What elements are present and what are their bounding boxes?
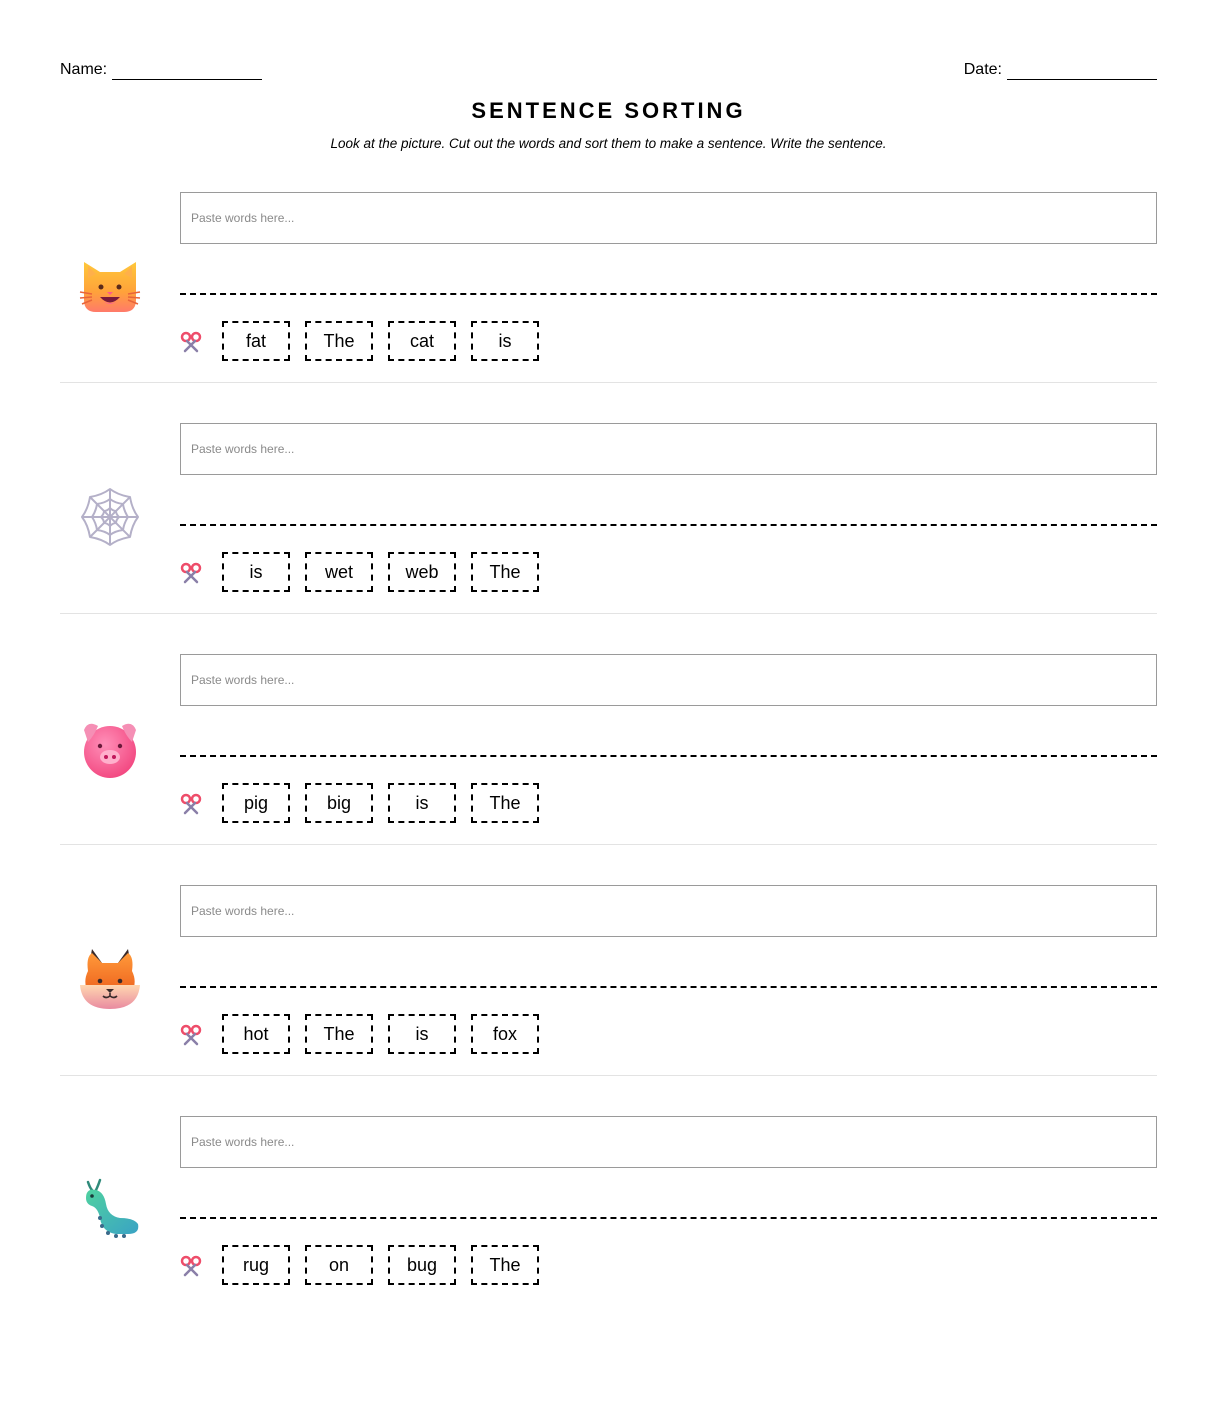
paste-words-box[interactable]	[180, 192, 1157, 244]
page-title: SENTENCE SORTING	[471, 98, 746, 123]
fox-face-icon	[78, 947, 142, 1011]
word-card[interactable]: is	[471, 321, 539, 361]
paste-placeholder: Paste words here...	[191, 673, 295, 687]
word-card[interactable]: The	[471, 1245, 539, 1285]
word-card[interactable]: hot	[222, 1014, 290, 1054]
cat-face-icon	[78, 254, 142, 318]
word-cards-row	[180, 1245, 554, 1285]
spider-web-icon	[78, 485, 142, 549]
scissors-icon	[180, 1024, 202, 1046]
word-card[interactable]: web	[388, 552, 456, 592]
section-divider	[60, 613, 1157, 614]
word-card[interactable]: The	[305, 321, 373, 361]
writing-line[interactable]	[180, 524, 1157, 526]
date-field[interactable]	[964, 58, 1157, 80]
sentence-section-2	[60, 423, 1157, 654]
header-row	[60, 58, 1157, 80]
word-cards-row	[180, 552, 554, 592]
word-card[interactable]: pig	[222, 783, 290, 823]
word-card[interactable]: is	[388, 783, 456, 823]
word-card[interactable]: is	[222, 552, 290, 592]
paste-placeholder: Paste words here...	[191, 904, 295, 918]
pig-face-icon	[78, 716, 142, 780]
word-card[interactable]: The	[305, 1014, 373, 1054]
paste-words-box[interactable]	[180, 423, 1157, 475]
writing-line[interactable]	[180, 986, 1157, 988]
instructions: Look at the picture. Cut out the words and sort them to make a sentence. Write the sentence.	[330, 136, 887, 151]
scissors-icon	[180, 793, 202, 815]
word-card[interactable]: The	[471, 552, 539, 592]
paste-words-box[interactable]	[180, 885, 1157, 937]
word-card[interactable]: The	[471, 783, 539, 823]
writing-line[interactable]	[180, 1217, 1157, 1219]
paste-placeholder: Paste words here...	[191, 1135, 295, 1149]
paste-words-box[interactable]	[180, 654, 1157, 706]
word-cards-row	[180, 321, 554, 361]
word-card[interactable]: cat	[388, 321, 456, 361]
word-card[interactable]: big	[305, 783, 373, 823]
scissors-icon	[180, 1255, 202, 1277]
word-card[interactable]: rug	[222, 1245, 290, 1285]
section-divider	[60, 382, 1157, 383]
paste-placeholder: Paste words here...	[191, 442, 295, 456]
word-card[interactable]: bug	[388, 1245, 456, 1285]
paste-words-box[interactable]	[180, 1116, 1157, 1168]
scissors-icon	[180, 562, 202, 584]
bug-caterpillar-icon	[78, 1178, 142, 1242]
name-line[interactable]	[112, 62, 262, 80]
sentence-section-1	[60, 192, 1157, 423]
word-cards-row	[180, 1014, 554, 1054]
section-divider	[60, 844, 1157, 845]
name-field[interactable]	[60, 58, 262, 80]
name-label: Name:	[60, 61, 108, 78]
word-card[interactable]: on	[305, 1245, 373, 1285]
scissors-icon	[180, 331, 202, 353]
word-cards-row	[180, 783, 554, 823]
sentence-section-5	[60, 1116, 1157, 1347]
writing-line[interactable]	[180, 293, 1157, 295]
section-divider	[60, 1075, 1157, 1076]
word-card[interactable]: fox	[471, 1014, 539, 1054]
sentence-section-4	[60, 885, 1157, 1116]
sentence-section-3	[60, 654, 1157, 885]
word-card[interactable]: is	[388, 1014, 456, 1054]
writing-line[interactable]	[180, 755, 1157, 757]
word-card[interactable]: wet	[305, 552, 373, 592]
date-label: Date:	[963, 61, 1002, 78]
date-line[interactable]	[1007, 62, 1157, 80]
word-card[interactable]: fat	[222, 321, 290, 361]
paste-placeholder: Paste words here...	[191, 211, 295, 225]
